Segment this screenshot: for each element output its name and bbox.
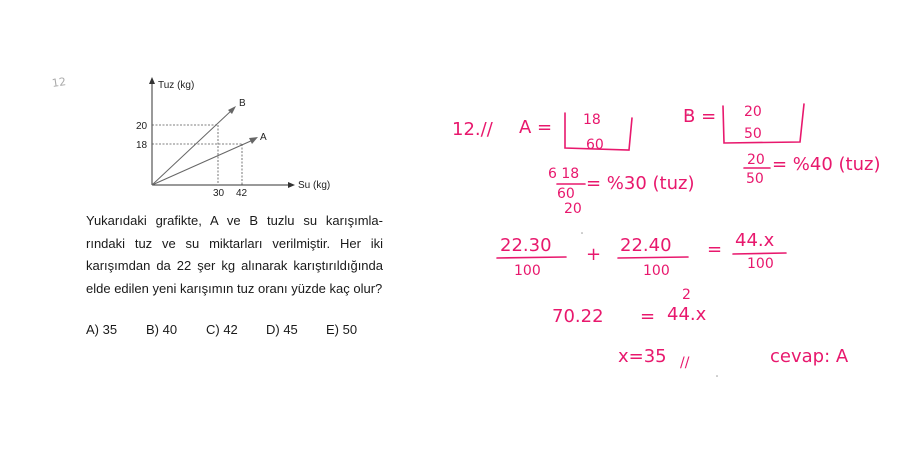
simplified-cancel-two: 2 xyxy=(682,287,691,303)
eq-term3-denominator: 100 xyxy=(747,256,774,272)
series-b-label: B xyxy=(239,98,246,109)
eq-term2-numerator: 22.40 xyxy=(620,235,672,256)
y-tick-20: 20 xyxy=(136,121,148,132)
problem-number: 12.// xyxy=(452,119,493,140)
simplified-right: 44.x xyxy=(667,304,707,325)
mix-a-water: 60 xyxy=(586,137,604,153)
question-text: Yukarıdaki grafikte, A ve B tuzlu su karışımla-rındaki tuz ve su miktarları verilmiştir. Her iki karışımdan da 22 şer kg alınarak karıştırıldığında elde edilen yeni karışımın tuz oranı yüzde kaç olur? xyxy=(86,213,383,296)
simplified-left: 70.22 xyxy=(552,306,604,327)
ratio-a-result: = %30 (tuz) xyxy=(586,173,695,194)
eq-term2-bar xyxy=(618,257,688,258)
x-tick-30: 30 xyxy=(213,188,225,197)
y-axis-label: Tuz (kg) xyxy=(158,80,195,91)
option-a[interactable]: A) 35 xyxy=(86,322,118,337)
x-tick-42: 42 xyxy=(236,188,248,197)
ratio-a-denominator-reduced: 20 xyxy=(564,201,582,217)
series-a-label: A xyxy=(260,132,267,143)
eq-equals: = xyxy=(707,239,723,260)
eq-plus: + xyxy=(586,244,602,265)
answer-x-mark: // xyxy=(680,355,690,371)
simplified-equals: = xyxy=(640,306,656,327)
option-e[interactable]: E) 50 xyxy=(326,322,358,337)
answer-x: x=35 xyxy=(618,346,667,367)
eq-term2-denominator: 100 xyxy=(643,263,670,279)
ratio-a-denominator: 60 xyxy=(557,186,575,202)
x-axis-label: Su (kg) xyxy=(298,180,331,191)
mix-b-box xyxy=(723,104,804,143)
y-tick-18: 18 xyxy=(136,140,148,151)
option-c[interactable]: C) 42 xyxy=(206,322,238,337)
final-answer: cevap: A xyxy=(770,346,849,367)
ratio-b-denominator: 50 xyxy=(746,171,764,187)
eq-term1-bar xyxy=(497,257,566,258)
eq-term3-bar xyxy=(733,253,786,254)
ratio-a-numerator: 6 18 xyxy=(548,166,580,182)
eq-term1-numerator: 22.30 xyxy=(500,235,552,256)
option-b[interactable]: B) 40 xyxy=(146,322,178,337)
option-d[interactable]: D) 45 xyxy=(266,322,298,337)
eq-term3-numerator: 44.x xyxy=(735,230,775,251)
eq-term1-denominator: 100 xyxy=(514,263,541,279)
mix-b-label: B = xyxy=(683,106,717,127)
mix-b-water: 50 xyxy=(744,126,762,142)
mix-a-salt: 18 xyxy=(583,112,601,128)
ratio-b-numerator: 20 xyxy=(747,152,765,168)
mix-a-label: A = xyxy=(519,117,553,138)
mix-b-salt: 20 xyxy=(744,104,762,120)
ratio-b-result: = %40 (tuz) xyxy=(772,154,881,175)
question-number-stamp: 12 xyxy=(51,75,67,90)
